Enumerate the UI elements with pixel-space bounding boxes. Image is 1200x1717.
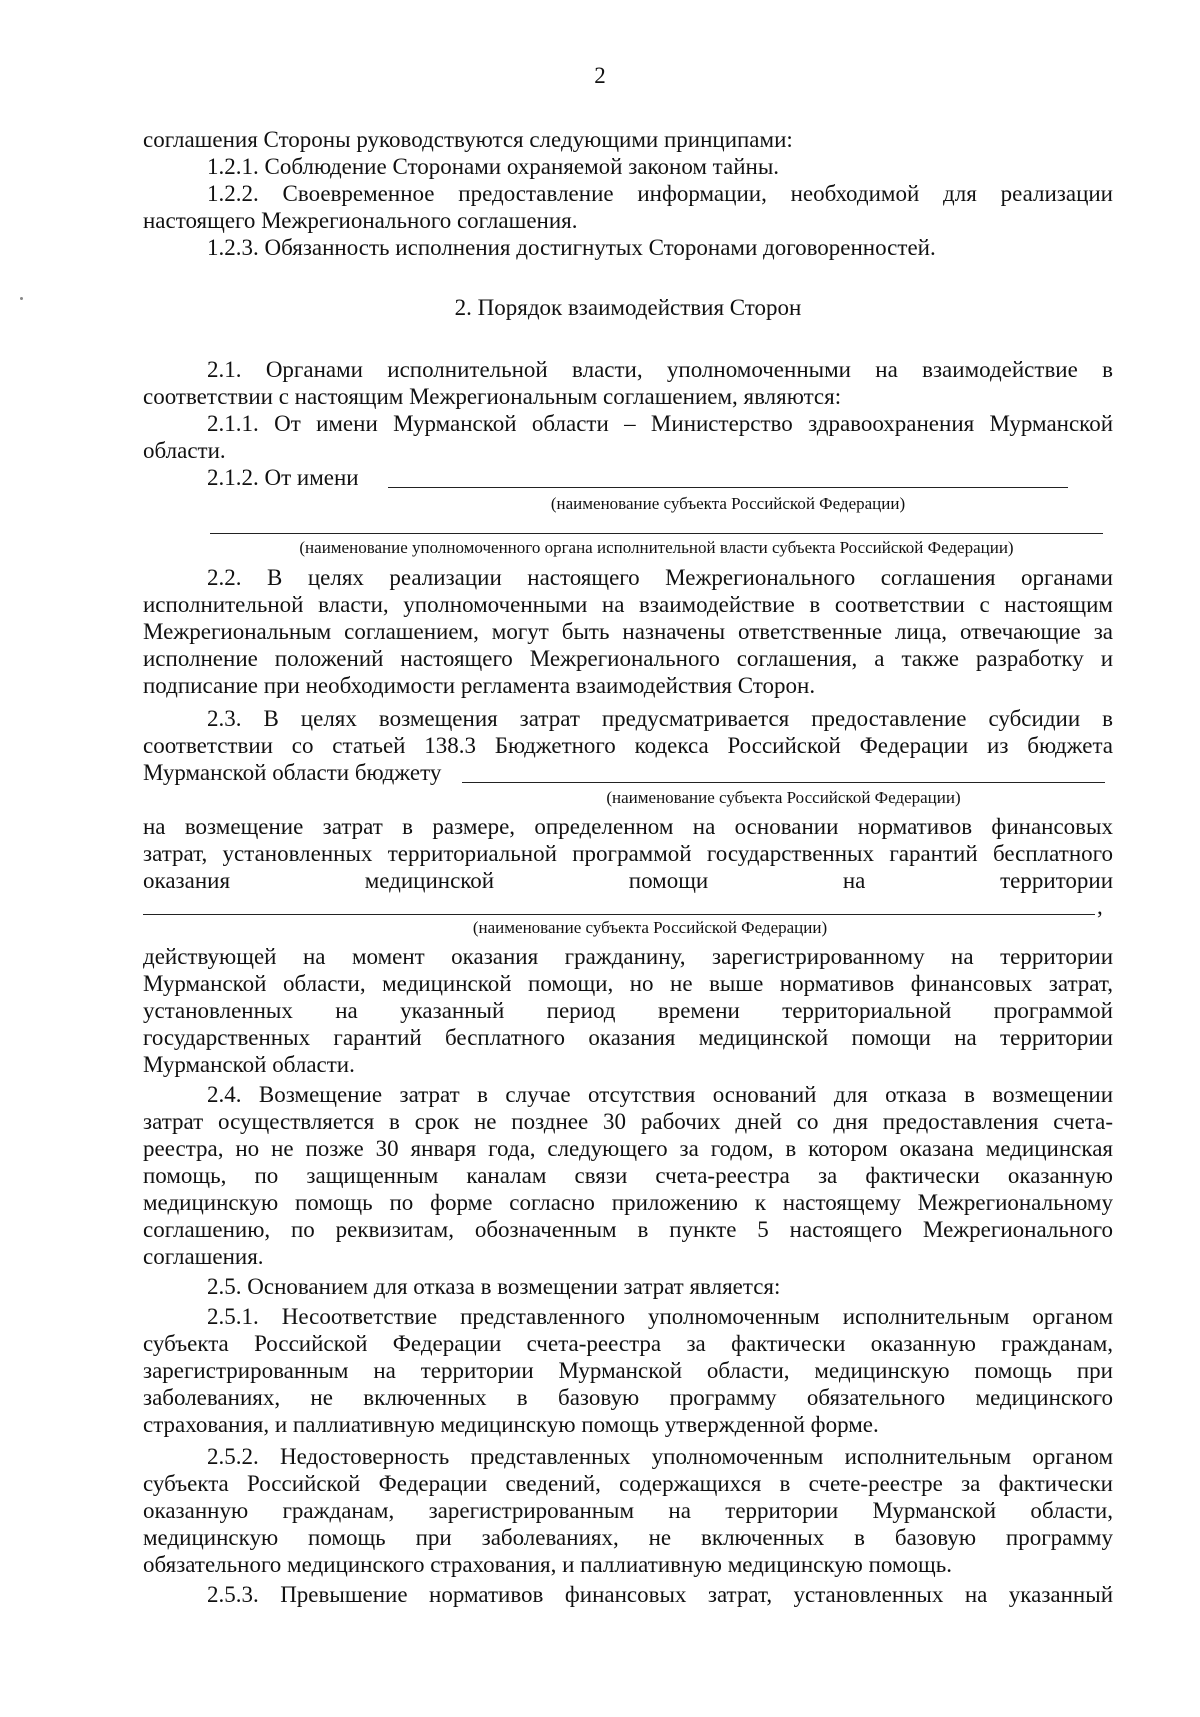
text-line: помощь, по защищенным каналам связи счета-реестра за фактически оказанную	[143, 1163, 1113, 1188]
field-caption: (наименование субъекта Российской Федерации)	[472, 918, 828, 937]
fill-in-line	[388, 487, 1068, 488]
text-line: 2.1. Органами исполнительной власти, уполномоченными на взаимодействие в	[207, 357, 1113, 382]
field-caption: (наименование субъекта Российской Федерации)	[550, 494, 906, 513]
trailing-comma: ,	[1097, 894, 1103, 919]
word: территории	[1000, 868, 1113, 893]
text-line: 2.5.2. Недостоверность представленных уполномоченным исполнительным органом	[207, 1444, 1113, 1469]
text-line: государственных гарантий бесплатного оказания медицинской помощи на территории	[143, 1025, 1113, 1050]
text-line: Мурманской области, медицинской помощи, но не выше нормативов финансовых затрат,	[143, 971, 1113, 996]
text-line: Мурманской области.	[143, 1052, 355, 1077]
text-line: установленных на указанный период времени территориальной программой	[143, 998, 1113, 1023]
fill-in-line	[143, 914, 1095, 915]
word: медицинской	[364, 868, 495, 893]
field-caption: (наименование субъекта Российской Федерации)	[606, 788, 961, 807]
text-line: 2.1.2. От имени	[207, 465, 359, 490]
text-line: 2.5. Основанием для отказа в возмещении затрат является:	[207, 1274, 781, 1299]
text-line: оказанную гражданам, зарегистрированным на территории Мурманской области,	[143, 1498, 1113, 1523]
text-line: 1.2.2. Своевременное предоставление информации, необходимой для реализации	[207, 181, 1113, 206]
text-line: 1.2.3. Обязанность исполнения достигнутых Сторонами договоренностей.	[207, 235, 936, 260]
text-line-spread	[143, 867, 1113, 895]
text-line: настоящего Межрегионального соглашения.	[143, 208, 578, 233]
text-line: 2.2. В целях реализации настоящего Межрегионального соглашения органами	[207, 565, 1113, 590]
text-line: на возмещение затрат в размере, определенном на основании нормативов финансовых	[143, 814, 1113, 839]
text-line: соответствии с настоящим Межрегиональным соглашением, являются:	[143, 384, 842, 409]
text-line: затрат, установленных территориальной программой государственных гарантий бесплатного	[143, 841, 1113, 866]
text-line: подписание при необходимости регламента взаимодействия Сторон.	[143, 673, 816, 698]
scan-speck	[20, 297, 23, 300]
text-line: исполнение положений настоящего Межрегионального соглашения, а также разработку и	[143, 646, 1113, 671]
text-line: медицинскую помощь по форме согласно приложению к настоящему Межрегиональному	[143, 1190, 1113, 1215]
text-line: соглашению, по реквизитам, обозначенным в пункте 5 настоящего Межрегионального	[143, 1217, 1113, 1242]
fill-in-line	[210, 533, 1103, 534]
text-line: медицинскую помощь при заболеваниях, не включенных в базовую программу	[143, 1525, 1113, 1550]
text-line: 2.4. Возмещение затрат в случае отсутствия оснований для отказа в возмещении	[207, 1082, 1113, 1107]
field-caption: (наименование уполномоченного органа исполнительной власти субъекта Российской Федерации)	[299, 538, 1014, 557]
text-line: действующей на момент оказания гражданину, зарегистрированному на территории	[143, 944, 1113, 969]
text-line: 1.2.1. Соблюдение Сторонами охраняемой законом тайны.	[207, 154, 780, 179]
text-line: соответствии со статьей 138.3 Бюджетного кодекса Российской Федерации из бюджета	[143, 733, 1113, 758]
text-line: исполнительной власти, уполномоченными на взаимодействие в соответствии с настоящим	[143, 592, 1113, 617]
text-line: 2.5.1. Несоответствие представленного уполномоченным исполнительным органом	[207, 1304, 1113, 1329]
text-line: реестра, но не позже 30 января года, следующего за годом, в котором оказана медицинская	[143, 1136, 1113, 1161]
text-line: обязательного медицинского страхования, и паллиативную медицинскую помощь.	[143, 1552, 952, 1577]
word: на	[842, 868, 866, 893]
text-line: соглашения Стороны руководствуются следующими принципами:	[143, 127, 793, 152]
text-line: соглашения.	[143, 1244, 264, 1269]
text-line: Межрегиональным соглашением, могут быть назначены ответственные лица, отвечающие за	[143, 619, 1113, 644]
word: помощи	[628, 868, 709, 893]
page-number: 2	[594, 63, 606, 88]
text-line: заболеваниях, не включенных в базовую программу обязательного медицинского	[143, 1385, 1113, 1410]
text-line: субъекта Российской Федерации сведений, содержащихся в счете-реестре за фактически	[143, 1471, 1113, 1496]
word: оказания	[143, 868, 231, 893]
text-line: 2.1.1. От имени Мурманской области – Министерство здравоохранения Мурманской	[207, 411, 1113, 436]
text-line: области.	[143, 438, 226, 463]
fill-in-line	[462, 782, 1105, 783]
text-line: Мурманской области бюджету	[143, 760, 442, 785]
text-line: затрат осуществляется в срок не позднее 30 рабочих дней со дня предоставления счета-	[143, 1109, 1113, 1134]
text-line: субъекта Российской Федерации счета-реестра за фактически оказанную гражданам,	[143, 1331, 1113, 1356]
text-line: страхования, и паллиативную медицинскую помощь утвержденной форме.	[143, 1412, 879, 1437]
text-line: 2.3. В целях возмещения затрат предусматривается предоставление субсидии в	[207, 706, 1113, 731]
text-line: 2.5.3. Превышение нормативов финансовых затрат, установленных на указанный	[207, 1582, 1113, 1607]
text-line: зарегистрированным на территории Мурманской области, медицинскую помощь при	[143, 1358, 1113, 1383]
section-heading: 2. Порядок взаимодействия Сторон	[454, 295, 802, 320]
